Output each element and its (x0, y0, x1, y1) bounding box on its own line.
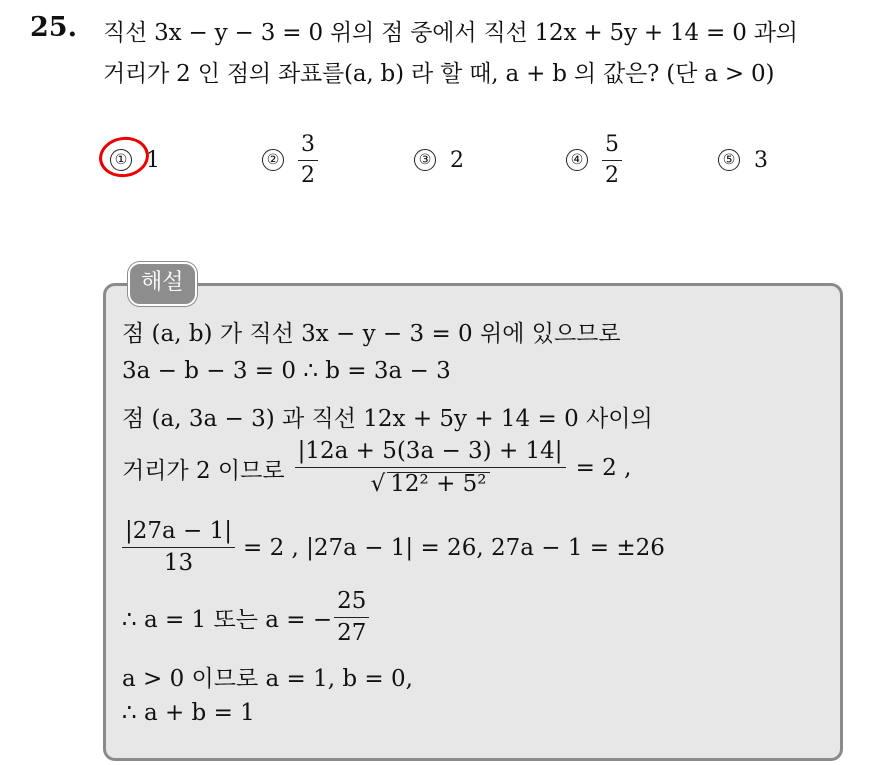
choice-3[interactable] (414, 130, 464, 190)
choice-4-numerator: 5 (602, 134, 622, 161)
choice-3-marker: ③ (414, 149, 436, 171)
distance-fraction (295, 440, 566, 496)
solution-line-4-prefix: 거리가 2 이므로 (122, 457, 285, 484)
distance-numerator: |12a + 5(3a − 3) + 14| (295, 440, 566, 468)
choice-4-denominator: 2 (605, 162, 619, 188)
question-number: 25. (30, 12, 77, 43)
solution-line-7: a > 0 이므로 a = 1, b = 0, (122, 666, 413, 692)
solution-line-1: 점 (a, b) 가 직선 3x − y − 3 = 0 위에 있으므로 (122, 321, 621, 347)
root-numerator: 25 (334, 590, 369, 618)
choice-4-fraction (602, 131, 622, 188)
distance-denominator: √ 12² + 5² (371, 468, 490, 496)
abs-fraction (122, 520, 235, 575)
choice-2-fraction (298, 131, 318, 188)
choice-5-value: 3 (754, 147, 768, 173)
question-text-line-1: 직선 3x − y − 3 = 0 위의 점 중에서 직선 12x + 5y + 14 = 0 과의 (103, 20, 798, 46)
abs-denominator: 13 (163, 550, 194, 576)
root-fraction (334, 590, 369, 645)
choice-3-value: 2 (450, 147, 464, 173)
abs-numerator: |27a − 1| (122, 520, 235, 548)
choice-4[interactable] (566, 130, 622, 190)
solution-line-4-suffix: = 2 , (575, 455, 632, 481)
solution-line-6 (122, 590, 369, 645)
sqrt-radicand: 12² + 5² (387, 472, 489, 496)
solution-line-4 (122, 440, 631, 496)
solution-line-6-prefix: ∴ a = 1 또는 a = − (122, 607, 333, 633)
choice-1-marker: ① (110, 149, 132, 171)
root-denominator: 27 (337, 620, 367, 646)
solution-line-3: 점 (a, 3a − 3) 과 직선 12x + 5y + 14 = 0 사이의 (122, 406, 653, 432)
choice-2[interactable] (262, 130, 318, 190)
choice-5-marker: ⑤ (718, 149, 740, 171)
solution-line-5-rest: = 2 , |27a − 1| = 26, 27a − 1 = ±26 (243, 534, 665, 561)
choice-4-marker: ④ (566, 149, 588, 171)
choice-2-denominator: 2 (301, 162, 315, 188)
solution-label: 해설 (128, 262, 197, 306)
solution-line-8: ∴ a + b = 1 (122, 700, 255, 726)
choice-1-value: 1 (146, 147, 160, 173)
choice-5[interactable] (718, 130, 768, 190)
solution-line-2: 3a − b − 3 = 0 ∴ b = 3a − 3 (122, 358, 451, 384)
choice-2-numerator: 3 (298, 134, 318, 161)
solution-line-5 (122, 520, 665, 575)
choice-2-marker: ② (262, 149, 284, 171)
question-text-line-2: 거리가 2 인 점의 좌표를(a, b) 라 할 때, a + b 의 값은? (단 a > 0) (103, 61, 775, 87)
